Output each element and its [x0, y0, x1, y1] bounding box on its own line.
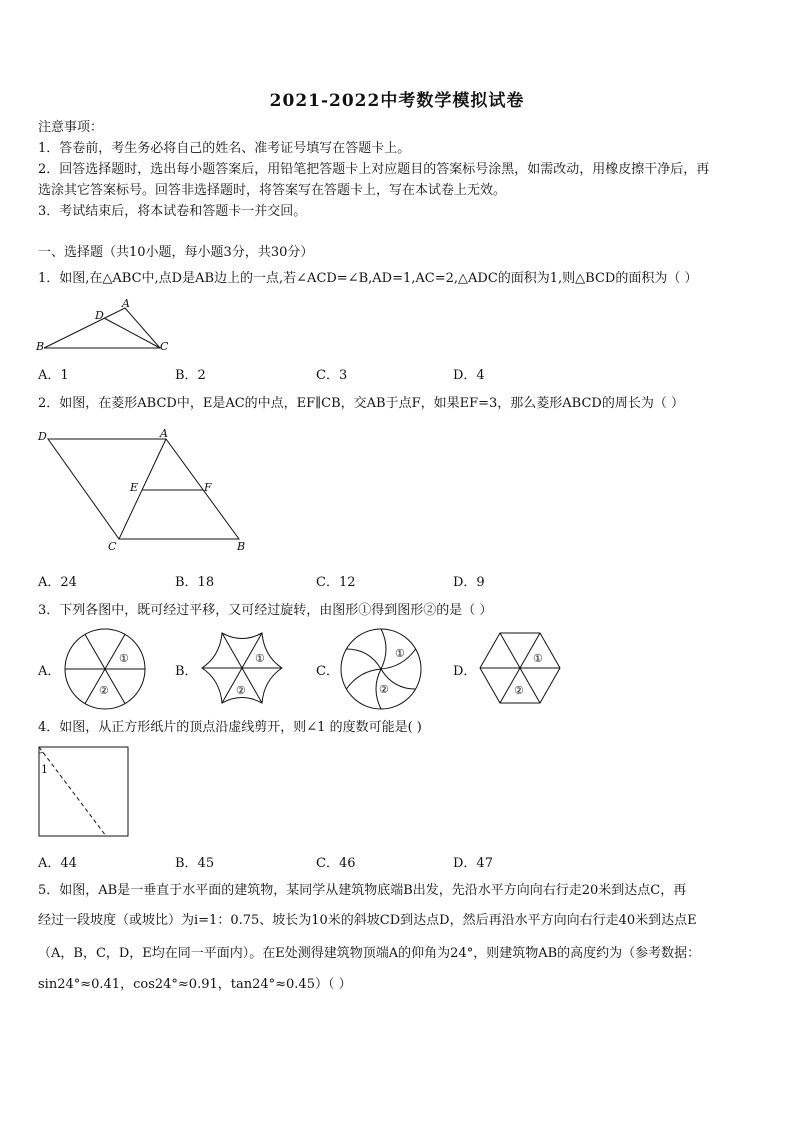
angle-1-label: 1 [41, 763, 48, 776]
mark-1: ① [533, 652, 543, 665]
q3-figure-a-circle [63, 627, 147, 711]
segment-cd [104, 318, 160, 348]
label-d: D [95, 309, 104, 322]
q3-figure-b-hexagon-curved [200, 630, 284, 708]
mark-1: ① [255, 652, 265, 665]
mark-2: ② [379, 683, 389, 696]
notice-item-1: 1．答卷前，考生务必将自己的姓名、准考证号填写在答题卡上。 [38, 141, 411, 156]
label-d: D [38, 430, 47, 443]
angle-arc [39, 752, 43, 753]
label-a: A [122, 298, 130, 310]
q3-figure-d-hexagon [477, 630, 563, 708]
question-1-stem: 1．如图,在△ABC中,点D是AB边上的一点,若∠ACD=∠B,AD=1,AC=2,△ADC的面积为1,则△BCD的面积为（ ） [38, 271, 698, 286]
q3-option-a[interactable]: A． [38, 664, 61, 679]
question-5-stem-line-3: （A，B，C，D，E均在同一平面内）。在E处测得建筑物顶端A的仰角为24°，则建筑物AB的高度约为（参考数据： [38, 946, 701, 961]
q2-option-b[interactable]: B．18 [175, 575, 215, 590]
section-title: 一、选择题（共10小题，每小题3分，共30分） [38, 245, 314, 260]
q3-figure-c-pinwheel [339, 627, 423, 711]
square-paper [39, 747, 128, 836]
question-5-stem-line-2: 经过一段坡度（或坡比）为i=1：0.75、坡长为10米的斜坡CD到达点D，然后再沿水平方向向右行走40米到达点E [38, 913, 697, 928]
question-2-stem: 2．如图，在菱形ABCD中，E是AC的中点，EF∥CB，交AB于点F，如果EF=3，那么菱形ABCD的周长为（ ） [38, 396, 684, 411]
q1-option-b[interactable]: B．2 [175, 368, 206, 383]
q2-option-a[interactable]: A．24 [38, 575, 77, 590]
q1-option-a[interactable]: A．1 [38, 368, 69, 383]
label-c: C [160, 340, 168, 353]
label-f: F [204, 481, 212, 494]
question-2-rhombus-figure [36, 424, 251, 556]
mark-2: ② [236, 684, 246, 697]
q1-option-c[interactable]: C．3 [316, 368, 348, 383]
notice-item-2: 2．回答选择题时，选出每小题答案后，用铅笔把答题卡上对应题目的答案标号涂黑，如需改动，用橡皮擦干净后，再 [38, 162, 710, 177]
q4-option-b[interactable]: B．45 [175, 856, 215, 871]
mark-1: ① [119, 652, 129, 665]
mark-2: ② [99, 684, 109, 697]
cut-dashed-line [39, 747, 106, 836]
q4-option-d[interactable]: D．47 [453, 856, 493, 871]
q1-option-d[interactable]: D．4 [453, 368, 485, 383]
label-e: E [130, 481, 139, 494]
label-a: A [160, 427, 168, 440]
question-4-square-figure [36, 744, 132, 840]
diagonal-ac [119, 439, 166, 539]
q4-option-c[interactable]: C．46 [316, 856, 356, 871]
question-5-stem-line-1: 5．如图，AB是一垂直于水平面的建筑物，某同学从建筑物底端B出发，先沿水平方向向右行走20米到达点C，再 [38, 883, 687, 898]
q4-option-a[interactable]: A．44 [38, 856, 77, 871]
question-4-stem: 4．如图，从正方形纸片的顶点沿虚线剪开，则∠1 的度数可能是( ) [38, 720, 422, 735]
mark-1: ① [395, 647, 405, 660]
label-b: B [237, 540, 246, 553]
q3-option-d[interactable]: D． [453, 664, 477, 679]
exam-title: 2021-2022中考数学模拟试卷 [269, 91, 525, 111]
notice-heading: 注意事项： [38, 120, 104, 135]
question-1-triangle-figure [36, 298, 168, 356]
question-3-stem: 3．下列各图中，既可经过平移，又可经过旋转，由图形①得到图形②的是（ ） [38, 603, 493, 618]
q2-option-c[interactable]: C．12 [316, 575, 356, 590]
q3-option-b[interactable]: B． [175, 664, 198, 679]
q3-option-c[interactable]: C． [316, 664, 339, 679]
label-b: B [36, 340, 45, 353]
notice-item-3: 3．考试结束后，将本试卷和答题卡一并交回。 [38, 204, 307, 219]
notice-item-2-cont: 选涂其它答案标号。回答非选择题时，将答案写在答题卡上，写在本试卷上无效。 [38, 183, 507, 198]
mark-2: ② [514, 684, 524, 697]
curve-line [381, 629, 386, 669]
question-5-stem-line-4: sin24°≈0.41，cos24°≈0.91，tan24°≈0.45）（ ） [38, 977, 352, 992]
curve-line [346, 649, 381, 669]
q2-option-d[interactable]: D．9 [453, 575, 485, 590]
label-c: C [108, 540, 117, 553]
